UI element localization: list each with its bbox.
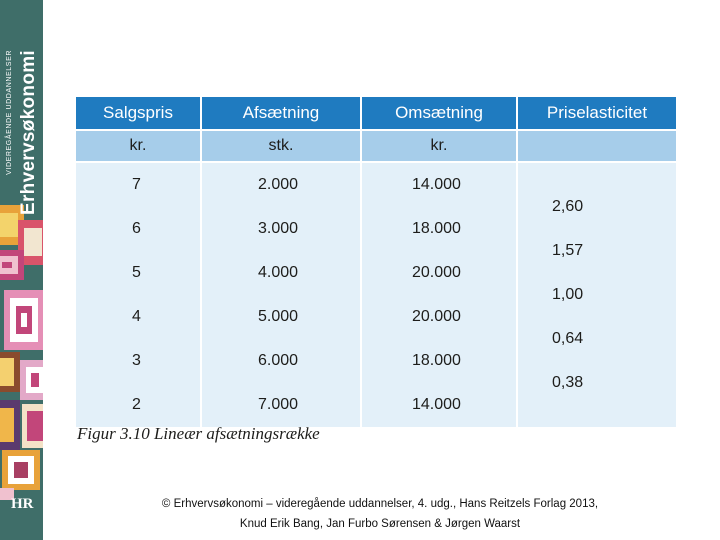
footer-authors-line: Knud Erik Bang, Jan Furbo Sørensen & Jørgen Waarst [239, 518, 521, 530]
brand-subtitle: VIDEREGÅENDE UDDANNELSER [6, 50, 13, 175]
omsaetning-value: 20.000 [412, 264, 461, 281]
header-priselasticitet: Priselasticitet [517, 97, 676, 130]
afsaetning-value: 2.000 [258, 176, 299, 193]
priselasticitet-value: 0,38 [552, 374, 584, 391]
salgspris-value: 6 [132, 220, 141, 237]
omsaetning-value: 14.000 [412, 396, 461, 413]
values-row [76, 162, 676, 427]
salgspris-value: 7 [132, 176, 141, 193]
brand-block [0, 0, 43, 215]
salgspris-value: 4 [132, 308, 141, 325]
priselasticitet-value: 1,00 [552, 286, 584, 303]
priselasticitet-value: 2,60 [552, 198, 584, 215]
header-salgspris: Salgspris [76, 97, 201, 130]
afsaetning-value: 4.000 [258, 264, 299, 281]
afsaetning-value: 6.000 [258, 352, 299, 369]
salgspris-value: 2 [132, 396, 141, 413]
column-afsaetning [201, 162, 361, 427]
unit-row [76, 130, 676, 162]
salgspris-value: 5 [132, 264, 141, 281]
omsaetning-value: 14.000 [412, 176, 461, 193]
publisher-logo-text: HR [11, 496, 34, 512]
header-omsaetning: Omsætning [361, 97, 517, 130]
salgspris-value: 3 [132, 352, 141, 369]
afsaetning-value: 7.000 [258, 396, 299, 413]
column-salgspris [76, 162, 201, 427]
figure-caption: Figur 3.10 Lineær afsætningsrække [77, 424, 320, 443]
unit-priselasticitet [517, 130, 676, 162]
omsaetning-value: 18.000 [412, 220, 461, 237]
afsaetning-value: 3.000 [258, 220, 299, 237]
omsaetning-value: 20.000 [412, 308, 461, 325]
sidebar [0, 0, 43, 540]
brand-title: Erhvervsøkonomi [18, 50, 39, 215]
priselasticitet-value: 0,64 [552, 330, 584, 347]
header-afsaetning: Afsætning [201, 97, 361, 130]
column-omsaetning [361, 162, 517, 427]
footer-copyright-line: © Erhvervsøkonomi – videregående uddannelser, 4. udg., Hans Reitzels Forlag 2013, [161, 498, 599, 510]
unit-omsaetning: kr. [361, 130, 517, 162]
unit-afsaetning: stk. [201, 130, 361, 162]
priselasticitet-value: 1,57 [552, 242, 584, 259]
figure-table [76, 97, 676, 427]
publisher-logo [11, 496, 34, 513]
omsaetning-value: 18.000 [412, 352, 461, 369]
afsaetning-value: 5.000 [258, 308, 299, 325]
column-priselasticitet [517, 162, 676, 427]
unit-salgspris: kr. [76, 130, 201, 162]
